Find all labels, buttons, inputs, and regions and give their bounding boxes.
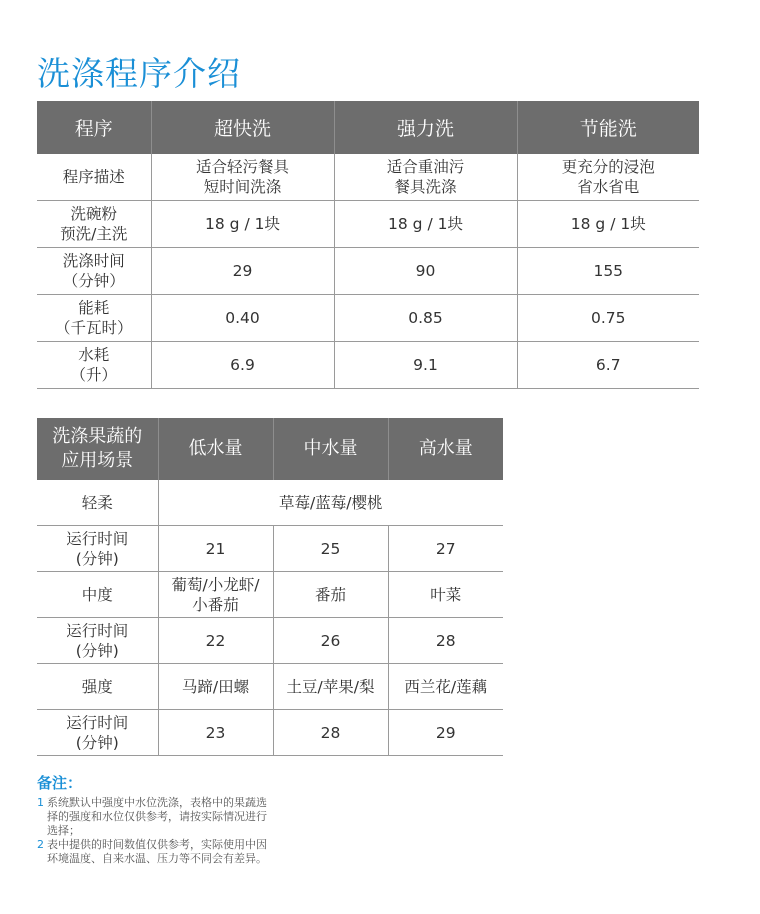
note-item <box>37 796 277 838</box>
table-row <box>37 526 503 572</box>
table-row <box>37 618 503 664</box>
note-item <box>37 838 277 866</box>
header-cell: 强力洗 <box>334 101 517 154</box>
row-header: 洗碗粉 预洗/主洗 <box>37 201 151 248</box>
page-title: 洗涤程序介绍 <box>37 54 241 93</box>
table-cell: 马蹄/田螺 <box>158 664 273 710</box>
table-cell: 0.75 <box>517 295 699 342</box>
row-header: 强度 <box>37 664 158 710</box>
table-row <box>37 248 699 295</box>
row-header: 运行时间 (分钟) <box>37 618 158 664</box>
table-row <box>37 664 503 710</box>
table-cell: 9.1 <box>334 342 517 389</box>
table-cell: 葡萄/小龙虾/ 小番茄 <box>158 572 273 618</box>
table-row <box>37 342 699 389</box>
table-header-row <box>37 101 699 154</box>
row-header: 运行时间 (分钟) <box>37 526 158 572</box>
table-cell: 0.85 <box>334 295 517 342</box>
notes-title: 备注： <box>37 774 83 792</box>
table-cell: 90 <box>334 248 517 295</box>
header-cell: 高水量 <box>388 418 503 480</box>
row-header: 洗涤时间 （分钟） <box>37 248 151 295</box>
table-cell: 番茄 <box>273 572 388 618</box>
table-cell: 25 <box>273 526 388 572</box>
header-cell: 洗涤果蔬的 应用场景 <box>37 418 158 480</box>
row-header: 轻柔 <box>37 480 158 526</box>
table-cell: 18 g / 1块 <box>151 201 334 248</box>
table-cell: 28 <box>273 710 388 756</box>
table-header-row <box>37 418 503 480</box>
table-cell: 29 <box>388 710 503 756</box>
header-cell: 超快洗 <box>151 101 334 154</box>
note-text: 系统默认中强度中水位洗涤，表格中的果蔬选择的强度和水位仅供参考，请按实际情况进行选择； <box>47 796 267 837</box>
table-cell: 18 g / 1块 <box>517 201 699 248</box>
table-cell: 29 <box>151 248 334 295</box>
table-cell: 6.9 <box>151 342 334 389</box>
note-text: 表中提供的时间数值仅供参考，实际使用中因环境温度、自来水温、压力等不同会有差异。 <box>47 838 267 865</box>
table-cell: 28 <box>388 618 503 664</box>
table-cell: 6.7 <box>517 342 699 389</box>
table-cell: 23 <box>158 710 273 756</box>
table-row <box>37 295 699 342</box>
table-cell: 18 g / 1块 <box>334 201 517 248</box>
table-row <box>37 480 503 526</box>
table-row <box>37 710 503 756</box>
table-cell: 土豆/苹果/梨 <box>273 664 388 710</box>
table-cell: 22 <box>158 618 273 664</box>
produce-wash-table <box>37 418 503 756</box>
table-cell: 草莓/蓝莓/樱桃 <box>158 480 503 526</box>
table-cell: 155 <box>517 248 699 295</box>
table-row <box>37 201 699 248</box>
row-header: 运行时间 (分钟) <box>37 710 158 756</box>
row-header: 程序描述 <box>37 154 151 201</box>
row-header: 水耗 （升） <box>37 342 151 389</box>
table-cell: 适合重油污 餐具洗涤 <box>334 154 517 201</box>
table-row <box>37 572 503 618</box>
row-header: 中度 <box>37 572 158 618</box>
table-cell: 更充分的浸泡 省水省电 <box>517 154 699 201</box>
wash-program-table <box>37 101 699 389</box>
table-cell: 叶菜 <box>388 572 503 618</box>
notes-list <box>37 796 277 866</box>
note-number: 2 <box>37 838 44 851</box>
table-cell: 适合轻污餐具 短时间洗涤 <box>151 154 334 201</box>
header-cell: 节能洗 <box>517 101 699 154</box>
table-cell: 26 <box>273 618 388 664</box>
table-cell: 西兰花/莲藕 <box>388 664 503 710</box>
table-cell: 0.40 <box>151 295 334 342</box>
header-cell: 中水量 <box>273 418 388 480</box>
table-cell: 27 <box>388 526 503 572</box>
header-cell: 程序 <box>37 101 151 154</box>
table-row <box>37 154 699 201</box>
table-cell: 21 <box>158 526 273 572</box>
row-header: 能耗 （千瓦时） <box>37 295 151 342</box>
note-number: 1 <box>37 796 44 809</box>
header-cell: 低水量 <box>158 418 273 480</box>
